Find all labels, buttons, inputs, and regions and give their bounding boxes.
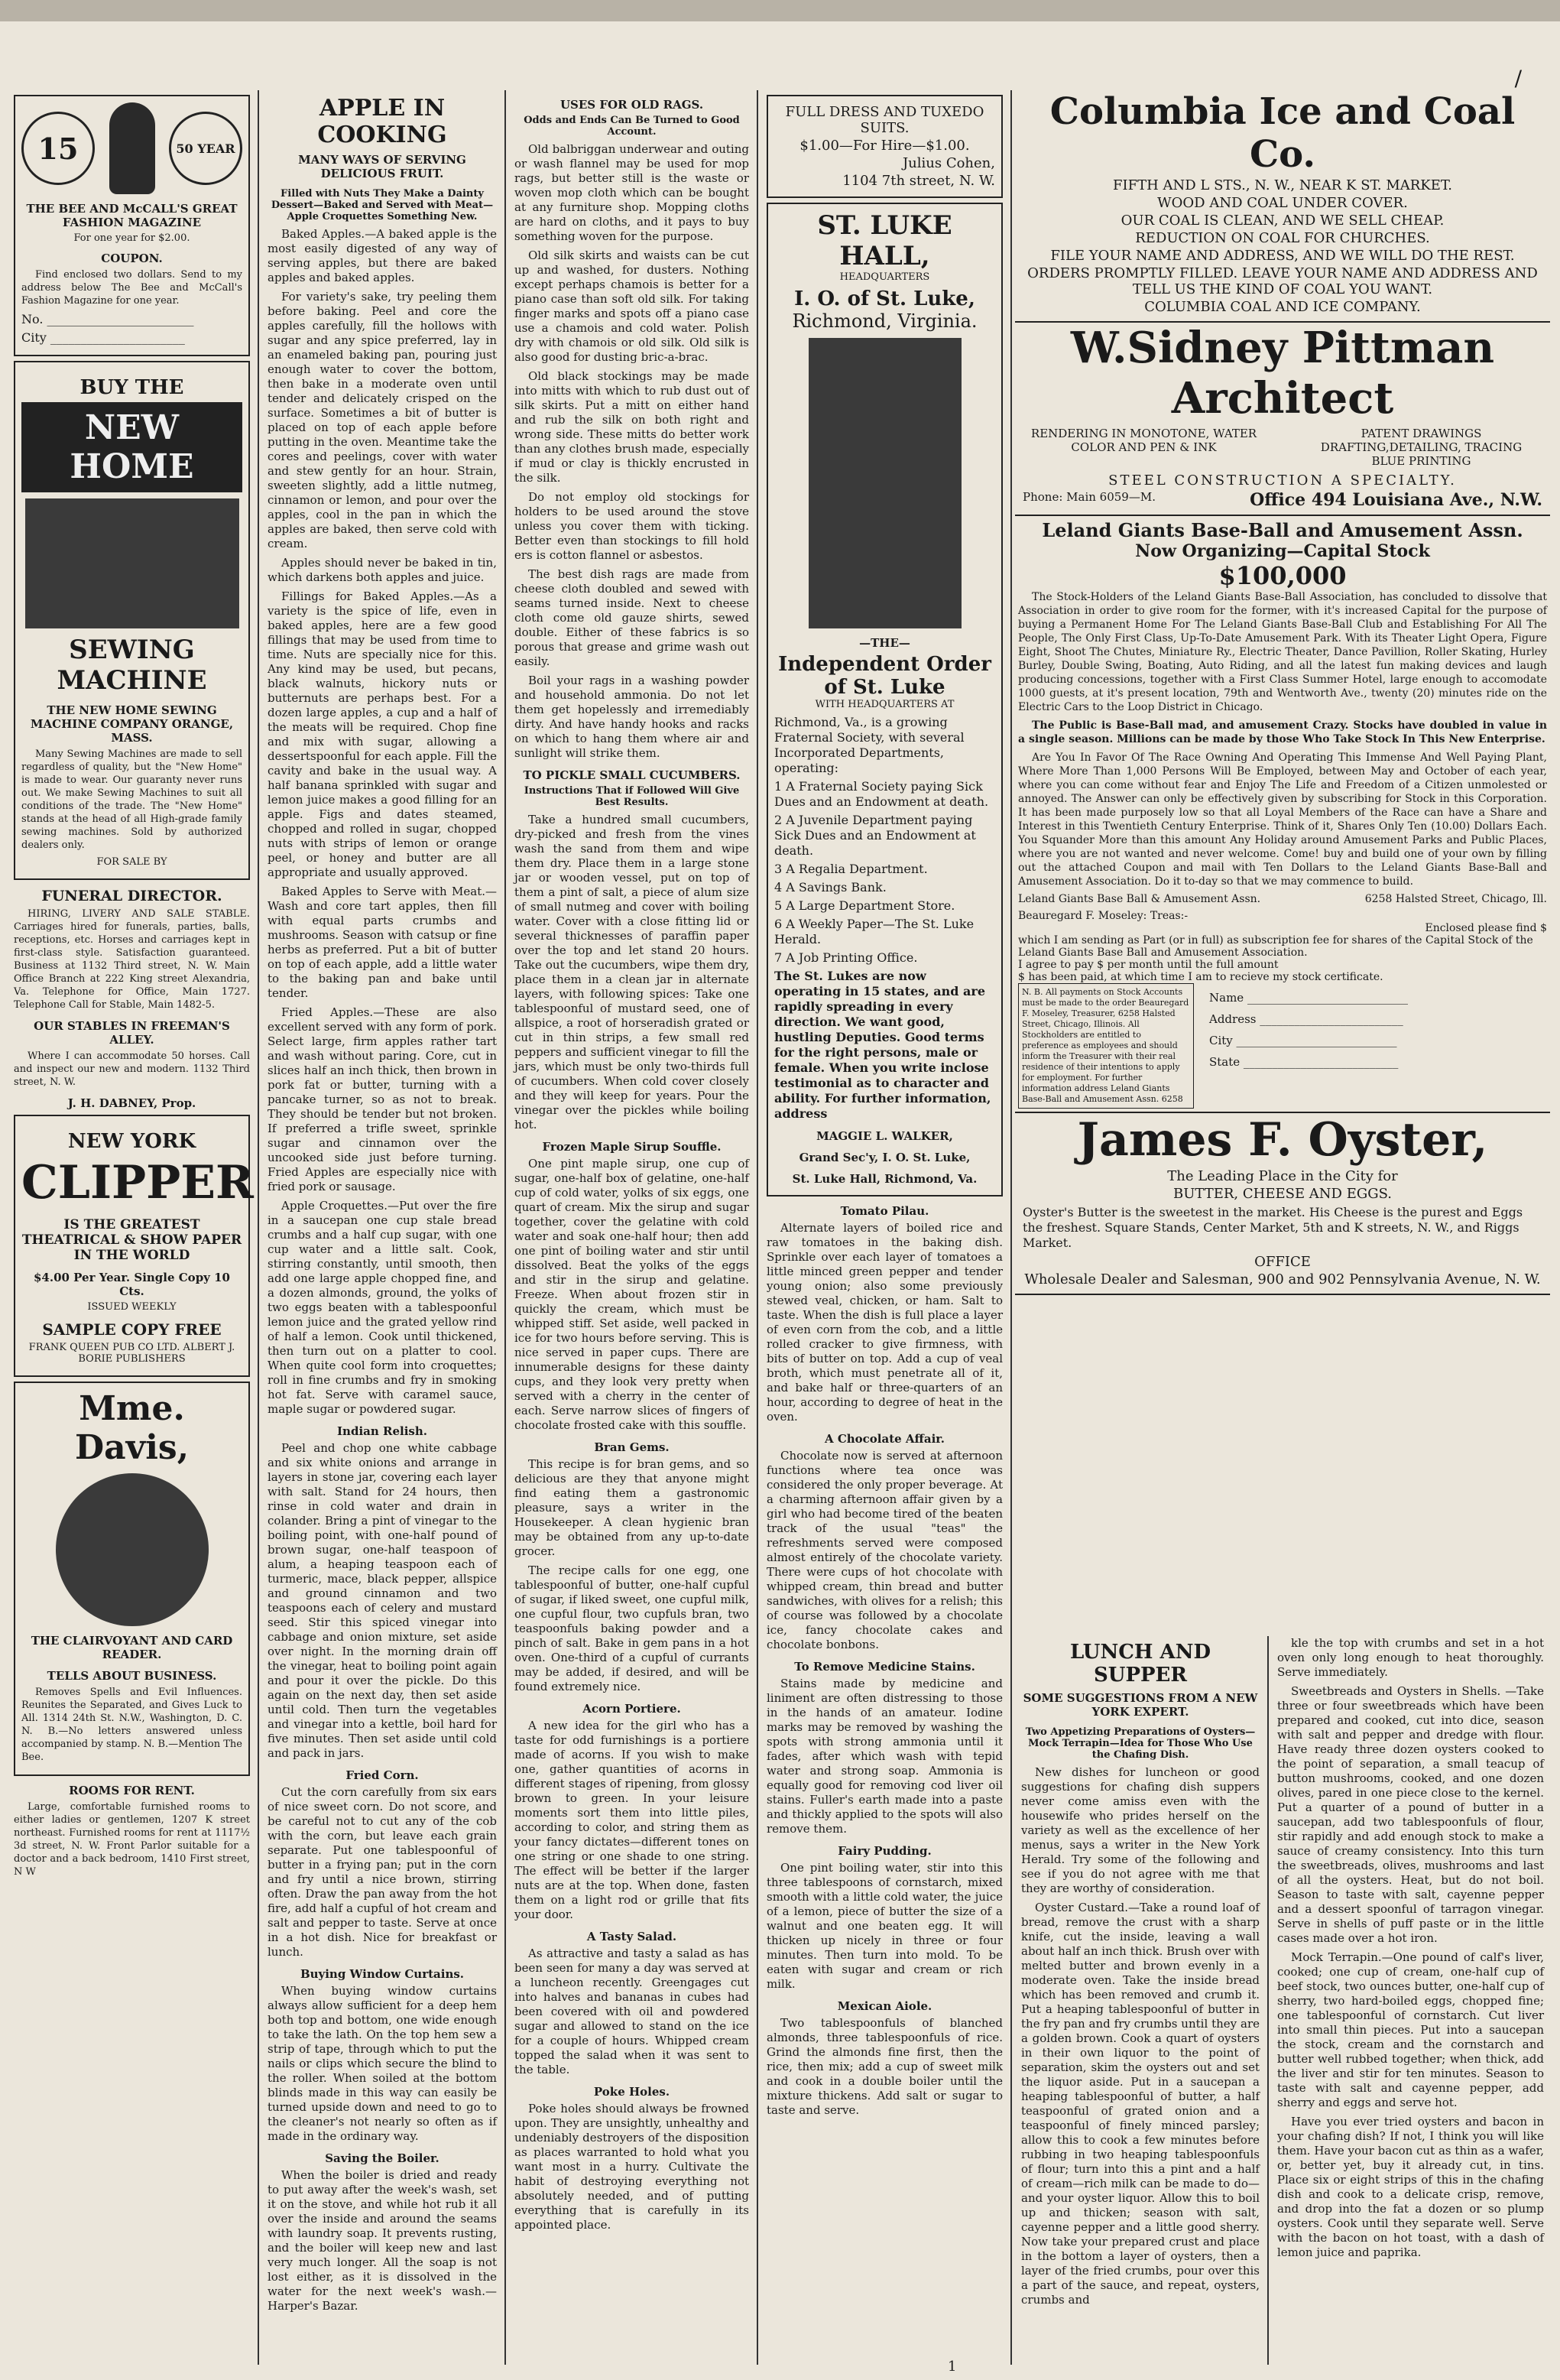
leland-para: The Public is Base-Ball mad, and amusement Crazy. Stocks have doubled in value in a single season. Millions can be made by those Who Take Stock In This New Enterprise. bbox=[1018, 719, 1547, 745]
order-title: Independent Order of St. Luke bbox=[778, 653, 991, 699]
columbia-line: REDUCTION ON COAL FOR CHURCHES. bbox=[1135, 230, 1430, 246]
davis-line2: TELLS ABOUT BUSINESS. bbox=[47, 1669, 217, 1683]
department-item: 2 A Juvenile Department paying Sick Dues and an Endowment at death. bbox=[774, 813, 976, 858]
rags-para: Do not employ old stockings for holders to be used around the stove unless you cover them with ticking. Better even than stockings to fill hold ers is cotton flannel or asbestos. bbox=[514, 490, 749, 562]
clipper-price: $4.00 Per Year. Single Copy 10 Cts. bbox=[33, 1271, 230, 1298]
funeral-title: FUNERAL DIRECTOR. bbox=[41, 888, 222, 904]
column-rule bbox=[757, 90, 758, 2365]
corn-title: Fried Corn. bbox=[345, 1768, 419, 1782]
leland-org: Now Organizing—Capital Stock bbox=[1135, 541, 1430, 561]
pittman-phone: Phone: Main 6059—M. bbox=[1023, 490, 1156, 504]
salad-body: As attractive and tasty a salad as has been seen for many a day was served at a luncheon recently. Greengages cut into halves and bananas in cubes had been covered with oil and powdered sugar and allowed to stand on the ice for a couple of hours. Whipped cream topped the salad when it was sent to the table. bbox=[514, 1947, 749, 2076]
coupon-address: 6258 Halsted Street, Chicago, Ill. bbox=[1364, 893, 1547, 905]
dress-address: 1104 7th street, N. W. bbox=[842, 173, 995, 189]
leland-amount: $100,000 bbox=[1218, 561, 1347, 590]
rooms-ad bbox=[14, 1784, 250, 1878]
department-item: 5 A Large Department Store. bbox=[774, 898, 955, 913]
coupon-treasurer: Beauregard F. Moseley: Treas:- bbox=[1018, 910, 1189, 922]
columbia-ad bbox=[1015, 90, 1550, 323]
funeral-stables-body: Where I can accommodate 50 horses. Call and inspect our new and modern. 1132 Third street, N. W. bbox=[14, 1050, 250, 1088]
mccall-coupon: COUPON. bbox=[101, 252, 163, 265]
dress-title: FULL DRESS AND TUXEDO SUITS. bbox=[785, 104, 984, 136]
dress-name: Julius Cohen, bbox=[902, 155, 995, 171]
souffle-title: Frozen Maple Sirup Souffle. bbox=[542, 1140, 722, 1154]
coupon-enclosed: Enclosed please find $ bbox=[1425, 922, 1547, 934]
aiole-title: Mexican Aiole. bbox=[837, 1999, 932, 2013]
dress-form-icon bbox=[109, 102, 155, 194]
mccall-coupon-text: Find enclosed two dollars. Send to my address below The Bee and McCall's Fashion Magazine for one year. bbox=[21, 269, 242, 307]
apple-subtitle: MANY WAYS OF SERVING DELICIOUS FRUIT. bbox=[298, 153, 466, 180]
coupon-text: which I am sending as Part (or in full) as subscription fee for shares of the Capital Stock of the Leland Giants Base Ball and Amusement Association. bbox=[1018, 934, 1533, 959]
coupon-to: Leland Giants Base Ball & Amusement Assn. bbox=[1018, 893, 1261, 905]
lunch-right-column bbox=[1271, 1636, 1550, 2365]
pittman-name: W.Sidney Pittman bbox=[1070, 323, 1495, 373]
leland-para: Are You In Favor Of The Race Owning And Operating This Immense And Well Paying Plant, Where More Than 1,000 Persons Will Be Employed, between May and October of each year, where you can come without fear and Enjoy The Life and Freedom of a Citizen unmolested or annoyed. The Answer can only be effectively given by subscribing for Stock in this Corporation. It has been made purposely low so that all Loyal Members of the Race can have a Share and Interest in this Twentieth Century Enterprise. Think of it, Shares Only Ten (10.00) Dollars Each. You Squander More than this amount Any Holiday around Amusement Parks and Public Places, where you are not wanted and never welcome. Come! buy and build one of your own by filling out the attached Coupon and mail with Ten Dollars to the Leland Giants Base-Ball and Amusement Association. Do it to-day so that we may commence to build. bbox=[1018, 752, 1547, 888]
apple-deck: Filled with Nuts They Make a Dainty Dessert—Baked and Served with Meat—Apple Croquettes Something New. bbox=[271, 188, 494, 222]
souffle-body: One pint maple sirup, one cup of sugar, one-half box of gelatine, one-half cup of cold water, yolks of six eggs, one quart of cream. Mix the sirup and sugar together, cover the gelatine with cold water and soak one-half hour; then add one pint of boiling water and stir until dissolved. Beat the yolks of the eggs and stir in the sirup and gelatine. Freeze. When about frozen stir in quickly the cream, which must be whipped stiff. Set aside, well packed in ice for two hours before serving. This is nice served in paper cups. There are innumerable designs for these dainty cups, and they look very pretty when served with a cherry in the center of each. Serve narrow slices of fingers of chocolate frosted cake with this souffle. bbox=[514, 1157, 749, 1432]
new-home-buy: BUY THE bbox=[79, 376, 184, 399]
department-item: 3 A Regalia Department. bbox=[774, 862, 928, 876]
clipper-tagline: IS THE GREATEST THEATRICAL & SHOW PAPER IN THE WORLD bbox=[21, 1217, 242, 1263]
boiler-body: When the boiler is dried and ready to put away after the week's wash, set it on the stove, and while hot rub it all over the inside and around the seams with laundry soap. It prevents rusting, and the boiler will keep new and last very much longer. All the soap is not lost either, as it is dissolved in the water for the next week's wash.—Harper's Bazar. bbox=[268, 2168, 497, 2313]
clipper-title: CLIPPER bbox=[21, 1156, 254, 1209]
apple-para: Baked Apples.—A baked apple is the most easily digested of any way of serving apples, but there are baked apples and baked apples. bbox=[268, 227, 497, 284]
apple-para: For variety's sake, try peeling them before baking. Peel and core the apples carefully, fill the hollows with sugar and any spice preferred, lay in an enameled baking pan, pouring just enough water to cover the bottom, then bake in a moderate oven until tender and delicately crisped on the surface. Sometimes a bit of butter is placed on top of each apple before putting in the oven. Meantime take the cores and peelings, cover with water and stew gently for an hour. Strain, sweeten slightly, add a little nutmeg, cinnamon or lemon, and pour over the apples, cool in the pan in which the apples are baked, then serve cold with cream. bbox=[268, 290, 497, 550]
bran-para: This recipe is for bran gems, and so delicious are they that anyone might find eating them a gastronomic pleasure, says a writer in the Housekeeper. A clean hygienic bran may be obtained from any up-to-date grocer. bbox=[514, 1457, 749, 1558]
leland-title: Leland Giants Base-Ball and Amusement Assn. bbox=[1042, 519, 1523, 541]
mccall-headline: THE BEE AND McCALL'S GREAT FASHION MAGAZINE bbox=[26, 202, 238, 229]
column-rule bbox=[1010, 90, 1012, 2365]
columbia-line: OUR COAL IS CLEAN, AND WE SELL CHEAP. bbox=[1121, 213, 1445, 229]
funeral-stables: OUR STABLES IN FREEMAN'S ALLEY. bbox=[34, 1019, 230, 1047]
lunch-deck: Two Appetizing Preparations of Oysters—Mock Terrapin—Idea for Those Who Use the Chafing Dish. bbox=[1025, 1726, 1256, 1761]
clipper-ad bbox=[14, 1115, 254, 1377]
dress-suits-ad bbox=[767, 95, 1003, 198]
oyster-goods: BUTTER, CHEESE AND EGGS. bbox=[1172, 1186, 1393, 1202]
columbia-line: FIFTH AND L STS., N. W., NEAR K ST. MARKET. bbox=[1113, 177, 1452, 193]
order-intro: Richmond, Va., is a growing Fraternal Society, with several Incorporated Departments, operating: bbox=[774, 715, 965, 775]
pittman-office: Office 494 Louisiana Ave., N.W. bbox=[1250, 490, 1542, 510]
mccall-ad bbox=[14, 95, 250, 356]
curtains-body: When buying window curtains always allow sufficient for a deep hem both top and bottom, one wide enough to take the lath. On the top hem sew a strip of tape, through which to put the nails or clips which secure the blind to the roller. When soiled at the bottom blinds made in this way can easily be turned upside down and need to go to the cleaner's not nearly so often as if made in the ordinary way. bbox=[268, 1984, 497, 2143]
pittman-title: Architect bbox=[1171, 373, 1394, 424]
coupon-paid: $ has been paid, at which time I am to recieve my stock certificate. bbox=[1018, 971, 1383, 983]
rags-para: Old balbriggan underwear and outing or wash flannel may be used for mop rags, but better still is the waste or woven mop cloth which can be bought at any furniture shop. Mopping cloths are hard on cloths, and it pays to buy something woven for the purpose. bbox=[514, 142, 749, 243]
rooms-body: Large, comfortable furnished rooms to either ladies or gentlemen, 1207 K street northeast. Furnished rooms for rent at 1117½ 3d street, N. W. Front Parlor suitable for a doctor and a back bedroom, 1410 First street, N W bbox=[14, 1801, 250, 1878]
pittman-right: PATENT DRAWINGS DRAFTING,DETAILING, TRACING BLUE PRINTING bbox=[1320, 427, 1523, 468]
walker-name: MAGGIE L. WALKER, bbox=[816, 1129, 953, 1143]
lunch-subtitle: SOME SUGGESTIONS FROM A NEW YORK EXPERT. bbox=[1023, 1691, 1258, 1719]
pickle-para: Take a hundred small cucumbers, dry-picked and fresh from the vines wash the sand from them and wipe them dry. Place them in a large stone jar or wooden vessel, put on top of them a pint of salt, a piece of alum size of small nutmeg and cover with boiling water. Cover with a close fitting lid or several thicknesses of paraffin paper over the top and let stand 20 hours. Take out the cucumbers, wipe them dry, place them in a clean jar in alternate layers, with following spices: Take one tablespoonful of mustard seed, one of allspice, a root of horseradish grated or cut in thin strips, a few small red peppers and sufficient vinegar to fill the jars, which must be only two-thirds full of cucumbers. When cold cover closely and they will keep for years. Pour the vinegar over the pickles while boiling hot. bbox=[514, 813, 749, 1132]
funeral-body: HIRING, LIVERY AND SALE STABLE. Carriages hired for funerals, parties, balls, receptions, etc. Horses and carriages kept in first-class style. Satisfaction guaranteed. Business at 1132 Third street, N. W. Main Office Branch at 222 King street Alexandria, Va. Telephone for Office, Main 1727. Telephone Call for Stable, Main 1482-5. bbox=[14, 908, 250, 1011]
oyster-body: Oyster's Butter is the sweetest in the market. His Cheese is the purest and Eggs the freshest. Square Stands, Center Market, 5th and K streets, N. W., and Riggs Market. bbox=[1023, 1205, 1523, 1250]
new-home-ad bbox=[14, 361, 250, 880]
poke-body: Poke holes should always be frowned upon. They are unsightly, unhealthy and undeniably destroyers of the disposition as places warranted to hold what you want most in a hurry. Cultivate the habit of destroying everything not absolutely needed, and of putting everything that is carefully in its appointed place. bbox=[514, 2102, 749, 2232]
columbia-line: COLUMBIA COAL AND ICE COMPANY. bbox=[1144, 299, 1421, 315]
dress-price: $1.00—For Hire—$1.00. bbox=[799, 138, 970, 154]
oyster-ad bbox=[1015, 1113, 1550, 1295]
coupon-name-field[interactable]: Name ____________________________ bbox=[1209, 991, 1408, 1005]
new-home-brand: NEW HOME bbox=[21, 402, 242, 492]
mccall-no-field[interactable]: No. ________________________ bbox=[21, 312, 194, 326]
davis-body: Removes Spells and Evil Influences. Reunites the Separated, and Gives Luck to All. 1314 24th St. N.W., Washington, D. C. N. B.—No letters answered unless accompanied by stamp. N. B.—Mention The Bee. bbox=[21, 1687, 242, 1763]
luke-the: —THE— bbox=[859, 636, 910, 650]
clipper-publisher: FRANK QUEEN PUB CO LTD. ALBERT J. BORIE PUBLISHERS bbox=[28, 1342, 235, 1365]
mccall-city-field[interactable]: City ______________________ bbox=[21, 330, 185, 345]
apple-para: Baked Apples to Serve with Meat.—Wash and core tart apples, then fill with equal parts crumbs and mushrooms. Season with catsup or fine herbs as preferred. Put a bit of butter on top of each apple, add a little water to the baking pan and bake until tender. bbox=[268, 885, 497, 1000]
coupon-state-field[interactable]: State ___________________________ bbox=[1209, 1055, 1399, 1069]
columbia-title: Columbia Ice and Coal Co. bbox=[1049, 90, 1516, 176]
mccall-badge: 15 bbox=[21, 112, 95, 185]
luke-hq: HEADQUARTERS bbox=[839, 271, 930, 283]
coupon-city-field[interactable]: City ____________________________ bbox=[1209, 1034, 1397, 1047]
clipper-new-york: NEW YORK bbox=[67, 1130, 196, 1153]
oyster-address: Wholesale Dealer and Salesman, 900 and 902 Pennsylvania Avenue, N. W. bbox=[1024, 1271, 1541, 1287]
funeral-name: J. H. DABNEY, Prop. bbox=[67, 1096, 196, 1110]
lunch-para: Sweetbreads and Oysters in Shells. —Take three or four sweetbreads which have been prepared and cooked, cut into dice, season with salt and pepper and dredge with flour. Have ready three dozen oysters cooked to the point of separation, a small teacup of button mushrooms, cooked, and one dozen olives, pared in one piece close to the kernel. Put a quarter of a pound of butter in a saucepan, add two tablespoonfuls of flour, stir rapidly and add enough stock to make a sauce of creamy consistency. Into this turn the sweetbreads, olives, mushrooms and last of all the oysters. Heat, but do not boil. Season to taste with salt, cayenne pepper and a dessert spoonful of tarragon vinegar. Serve in shells of puff paste or in the little cases made over a hot iron. bbox=[1277, 1684, 1544, 1945]
page-top-edge bbox=[0, 0, 1560, 21]
lunch-para: New dishes for luncheon or good suggestions for chafing dish suppers never come amiss even with the housewife who prides herself on the variety as well as the excellence of her menus, says a writer in the New York Herald. Try some of the following and see if you do not agree with me that they are worthy of consideration. bbox=[1021, 1765, 1260, 1895]
relish-body: Peel and chop one white cabbage and six white onions and arrange in layers in stone jar, covering each layer with salt. Stand for 24 hours, then rinse in cold water and drain in colander. Bring a pint of vinegar to the boiling point, with one-half pound of brown sugar, one-half teaspoon of alum, a heaping teaspoon each of turmeric, mace, black pepper, allspice and ground cinnamon and two teaspoons each of celery and mustard seed. Stir this spiced vinegar into cabbage and onion mixture, set aside over night. In the morning drain off the vinegar, heat to boiling point again and pour it over the pickle. Do this again on the next day, then set aside until cold. Then turn the vegetables and vinegar into a kettle, boil hard for five minutes. Then set aside until cold and pack in jars. bbox=[268, 1441, 497, 1760]
apple-para: Fillings for Baked Apples.—As a variety is the spice of life, even in baked apples, here are a few good fillings that may be used from time to time. Nuts are specially nice for this. Any kind may be used, but pecans, black walnuts, hickory nuts or butternuts are perhaps best. For a dozen large apples, a cup and a half of the meats will be required. Chop fine and mix with sugar, allowing a dessertspoonful for each apple. Fill the cavity and bake in the usual way. A half banana sprinkled with sugar and lemon juice makes a good filling for an apple. Figs and dates steamed, chopped and rolled in sugar, chopped nuts with strips of lemon or orange peel, or honey and butter are all appropriate and usually approved. bbox=[268, 589, 497, 879]
lunch-title: LUNCH AND SUPPER bbox=[1069, 1641, 1211, 1687]
walker-address: St. Luke Hall, Richmond, Va. bbox=[792, 1172, 978, 1186]
aiole-body: Two tablespoonfuls of blanched almonds, three tablespoonfuls of rice. Grind the almonds fine first, then the rice, then mix; add a cup of sweet milk and cook in a double boiler until the mixture thickens. Add salt or sugar to taste and serve. bbox=[767, 2016, 1003, 2117]
rags-para: Old silk skirts and waists can be cut up and washed, for dusters. Nothing except perhaps chamois is better for a piano case than soft old silk. For taking finger marks and spots off a piano case use a chamois and cold water. Polish dry with chamois or old silk. Old silk is also good for dusting bric-a-brac. bbox=[514, 248, 749, 364]
leland-para: The Stock-Holders of the Leland Giants Base-Ball Association, has concluded to dissolve that Association in order to give room for the former, with it's increased Capital for the purpose of buying a Permanent Home For The Leland Giants Base-Ball Club and Establishing For All The People, The Only First Class, Up-To-Date Amusement Park. With its Theater Light Opera, Figure Eight, Shoot The Chutes, Miniature Ry., Electric Theater, Dance Pavillion, Roller Skating, Hurley Burley, Double Swing, Boating, Auto Riding, and all the latest fun making devices and laugh producing concessions, together with a First Class Summer Hotel, large enough to accomodate 1000 guests, at it's present location, 79th and Wentworth Ave., twenty (20) minutes ride on the Electric Cars to the Loop District in Chicago. bbox=[1018, 591, 1547, 713]
column-4 bbox=[761, 90, 1009, 2365]
new-home-body: Many Sewing Machines are made to sell regardless of quality, but the "New Home" is made to wear. Our guaranty never runs out. We make Sewing Machines to suit all conditions of the trade. The "New Home" stands at the head of all High-grade family sewing machines. Sold by authorized dealers only. bbox=[21, 748, 242, 851]
stains-body: Stains made by medicine and liniment are often distressing to those in the hands of an amateur. Iodine marks may be removed by washing the spots with strong ammonia until it fades, after which wash with tepid water and strong soap. Ammonia is equally good for removing cod liver oil stains. Fuller's earth made into a paste and thickly applied to the spots will also remove them. bbox=[767, 1677, 1003, 1836]
st-luke-ad bbox=[767, 203, 1003, 1196]
new-home-footer: FOR SALE BY bbox=[96, 856, 167, 868]
funeral-ad bbox=[14, 888, 250, 1110]
mccall-offer: For one year for $2.00. bbox=[73, 232, 190, 244]
sewing-machine-illustration bbox=[25, 498, 239, 628]
rags-para: Boil your rags in a washing powder and household ammonia. Do not let them get hopelessly and irremediably dirty. And have handy hooks and racks on which to hang them where air and sunlight will strike them. bbox=[514, 674, 749, 760]
column-rule bbox=[1267, 1636, 1269, 2365]
luke-city: Richmond, Virginia. bbox=[792, 310, 978, 332]
clipper-sample: SAMPLE COPY FREE bbox=[42, 1320, 222, 1339]
stains-title: To Remove Medicine Stains. bbox=[794, 1660, 975, 1674]
clipper-weekly: ISSUED WEEKLY bbox=[87, 1301, 177, 1313]
corner-mark: / bbox=[1514, 66, 1522, 91]
pittman-specialty: STEEL CONSTRUCTION A SPECIALTY. bbox=[1108, 472, 1457, 489]
lunch-para: Have you ever tried oysters and bacon in your chafing dish? If not, I think you will like them. Have your bacon cut as thin as a wafer, or, better yet, buy it already cut, in tins. Place six or eight strips of this in the chafing dish and cook to a delicate crisp, remove, and drop into the fat a dozen or so plump oysters. Cook until they separate well. Serve with the bacon on hot toast, with a dash of lemon juice and paprika. bbox=[1277, 2115, 1544, 2259]
column-rule bbox=[504, 90, 506, 2365]
pittman-ad bbox=[1015, 323, 1550, 516]
chocolate-title: A Chocolate Affair. bbox=[824, 1432, 945, 1446]
boiler-title: Saving the Boiler. bbox=[325, 2151, 439, 2165]
pickle-title: TO PICKLE SMALL CUCUMBERS. bbox=[523, 768, 741, 782]
pittman-left: RENDERING IN MONOTONE, WATER COLOR AND PEN & INK bbox=[1030, 427, 1257, 454]
apple-headline: APPLE IN COOKING bbox=[317, 95, 447, 148]
apple-para: Fried Apples.—These are also excellent served with any form of pork. Select large, firm apples rather tart and wash without paring. Core, cut in slices half an inch thick, then brown in pork fat or butter, turning with a pancake turner, so as not to break. They should be tender but not broken. If preferred a trifle sweet, sprinkle sugar and cinnamon over the uncooked side just before turning. Fried Apples are especially nice with fried pork or sausage. bbox=[268, 1005, 497, 1193]
salad-title: A Tasty Salad. bbox=[586, 1930, 677, 1943]
rags-para: The best dish rags are made from cheese cloth doubled and sewed with seams turned inside. Next to cheese cloth come old gauze shirts, sewed double. Either of these fabrics is so porous that grease and grime wash out easily. bbox=[514, 567, 749, 668]
column-2 bbox=[261, 90, 503, 2365]
acorn-body: A new idea for the girl who has a taste for odd furnishings is a portiere made of acorns. If you wish to make one, gather quantities of acorns in different stages of ripening, from glossy brown to green. In your leisure moments sort them into little piles, according to color, and string them as your fancy dictates—different tones on one string or one shade to one string. The effect will be better if the larger nuts are at the top. When done, fasten them on a light rod or grille that fits your door. bbox=[514, 1719, 749, 1921]
rooms-title: ROOMS FOR RENT. bbox=[69, 1784, 195, 1797]
luke-org: I. O. of St. Luke, bbox=[794, 287, 975, 310]
new-home-company: THE NEW HOME SEWING MACHINE COMPANY ORANGE, MASS. bbox=[30, 703, 234, 745]
portrait-illustration bbox=[56, 1473, 209, 1626]
apple-para: Apples should never be baked in tin, which darkens both apples and juice. bbox=[268, 556, 497, 584]
bran-para: The recipe calls for one egg, one tablespoonful of butter, one-half cupful of sugar, if liked sweet, one cupful milk, one cupful flour, two cupfuls bran, two teaspoonfuls baking powder and a pinch of salt. Bake in gem pans in a hot oven. One-third of a cupful of currants may be added, if desired, and will be found extremely nice. bbox=[514, 1563, 749, 1693]
order-subtitle: WITH HEADQUARTERS AT bbox=[815, 699, 955, 710]
chocolate-body: Chocolate now is served at afternoon functions where tea once was considered the only proper beverage. At a charming afternoon affair given by a girl who had become tired of the beaten track of the usual "teas" the refreshments served were composed almost entirely of the chocolate variety. There were cups of hot chocolate with whipped cream, thin bread and butter sandwiches, with olives for a relish; this of course was followed by a chocolate ice, fancy chocolate cakes and chocolate bonbons. bbox=[767, 1449, 1003, 1651]
department-item: 6 A Weekly Paper—The St. Luke Herald. bbox=[774, 917, 975, 946]
rags-para: Old black stockings may be made into mitts with which to rub dust out of silk skirts. Put a mitt on either hand and rub the silk on both right and wrong side. These mitts do better work than any clothes brush made, especially if mud or clay is thickly encrusted in the silk. bbox=[514, 369, 749, 485]
lunch-para: Oyster Custard.—Take a round loaf of bread, remove the crust with a sharp knife, cut the inside, leaving a wall about half an inch thick. Brush over with melted butter and brown evenly in a moderate oven. Take the inside bread which has been removed and crumb it. Put a heaping tablespoonful of butter in the fry pan and fry crumbs until they are a golden brown. Cook a quart of oysters in their own liquor to the point of separation, skim the oysters out and set the liquor aside. Put in a saucepan a heaping tablespoonful of butter, a half teaspoonful of grated onion and a teaspoonful of finely minced parsley; allow this to cook a few minutes before rubbing in two heaping tablespoonfuls of flour; turn into this a pint and a half of cream—rich milk can be made to do—and your oyster liquor. Allow this to boil up and thicken; season with salt, cayenne pepper and a little good sherry. Now take your prepared crust and place in the bottom a layer of oysters, then a layer of the fried crumbs, pour over this a part of the sauce, and repeat, oysters, crumbs and bbox=[1021, 1901, 1260, 2307]
luke-hall-title: ST. LUKE HALL, bbox=[817, 210, 952, 271]
department-item: 1 A Fraternal Society paying Sick Dues and an Endowment at death. bbox=[774, 779, 989, 809]
fairy-body: One pint boiling water, stir into this three tablespoons of cornstarch, mixed smooth with a little cold water, the juice of a lemon, piece of butter the size of a walnut and one beaten egg. It will thicken up nicely in three or four minutes. Then turn into mold. To be eaten with sugar and cream or rich milk. bbox=[767, 1861, 1003, 1991]
order-body: The St. Lukes are now operating in 15 states, and are rapidly spreading in every direction. We want good, hustling Deputies. Good terms for the right persons, male or female. When you write inclose testimonial as to character and ability. For further information, address bbox=[774, 969, 991, 1121]
oyster-lead: The Leading Place in the City for bbox=[1167, 1168, 1398, 1184]
apple-para: Apple Croquettes.—Put over the fire in a saucepan one cup stale bread crumbs and a half cup sugar, with one cup water and a little salt. Cook, stirring constantly, until smooth, then add one large apple chopped fine, and a dozen almonds, ground, the yolks of two eggs beaten with a tablespoonful lemon juice and the grated yellow rind of half a lemon. Cook until thickened, then turn out on a platter to cool. When quite cool form into croquettes; roll in fine crumbs and fry in smoking hot fat. Serve with caramel sauce, maple sugar or powdered sugar. bbox=[268, 1199, 497, 1416]
columbia-line: FILE YOUR NAME AND ADDRESS, AND WE WILL DO THE REST. bbox=[1050, 248, 1515, 264]
coupon-address-field[interactable]: Address _________________________ bbox=[1209, 1012, 1403, 1026]
footer-mark: 1 bbox=[948, 2359, 957, 2375]
poke-title: Poke Holes. bbox=[593, 2085, 670, 2099]
lunch-left-column bbox=[1015, 1636, 1266, 2365]
davis-title: Mme. Davis, bbox=[74, 1389, 190, 1467]
walker-title: Grand Sec'y, I. O. St. Luke, bbox=[799, 1151, 971, 1164]
oyster-office: OFFICE bbox=[1254, 1254, 1311, 1270]
column-1 bbox=[8, 90, 256, 2365]
columbia-line: ORDERS PROMPTLY FILLED. LEAVE YOUR NAME AND ADDRESS AND TELL US THE KIND OF COAL YOU WANT. bbox=[1027, 265, 1538, 297]
coupon-agree: I agree to pay $ per month until the full amount bbox=[1018, 959, 1279, 971]
fairy-title: Fairy Pudding. bbox=[838, 1844, 932, 1858]
davis-ad bbox=[14, 1382, 250, 1776]
column-5 bbox=[1015, 90, 1550, 1295]
year-badge: 50 YEAR bbox=[169, 112, 242, 185]
pickle-subtitle: Instructions That if Followed Will Give Best Results. bbox=[524, 785, 740, 808]
relish-title: Indian Relish. bbox=[337, 1424, 427, 1438]
rags-subtitle: Odds and Ends Can Be Turned to Good Account. bbox=[524, 115, 740, 138]
lunch-para: Mock Terrapin.—One pound of calf's liver, cooked; one cup of cream, one-half cup of beef stock, two ounces butter, one-half cup of sherry, two hard-boiled eggs, chopped fine; one tablespoonful of cornstarch. Cut liver into small thin pieces. Put into a saucepan the stock, cream and the cornstarch and butter well rubbed together; when thick, add the liver and stir for ten minutes. Season to taste with salt and cayenne pepper, add sherry and eggs and serve hot. bbox=[1277, 1950, 1544, 2109]
rags-title: USES FOR OLD RAGS. bbox=[559, 98, 704, 112]
department-item: 4 A Savings Bank. bbox=[774, 880, 887, 895]
column-3 bbox=[508, 90, 755, 2365]
tomato-title: Tomato Pilau. bbox=[840, 1204, 929, 1218]
new-home-machine: SEWING MACHINE bbox=[57, 635, 207, 696]
davis-line1: THE CLAIRVOYANT AND CARD READER. bbox=[31, 1634, 233, 1661]
corn-body: Cut the corn carefully from six ears of nice sweet corn. Do not score, and be careful not to cut any of the cob with the corn, but leave each grain separate. Put one tablespoonful of butter in a frying pan; put in the corn and fry until a nice brown, stirring often. Draw the pan away from the hot fire, add half a cupful of hot cream and salt and pepper to taste. Serve at once in a hot dish. Nice for breakfast or lunch. bbox=[268, 1785, 497, 1959]
tomato-body: Alternate layers of boiled rice and raw tomatoes in the baking dish. Sprinkle over each layer of tomatoes a little minced green pepper and tender young onion; also some previously stewed veal, chicken, or ham. Salt to taste. When the dish is full place a layer of even corn from the cob, and a little rolled cracker to give firmness, with bits of butter on top. Add a cup of veal broth, which must penetrate all of it, and bake half or three-quarters of an hour, according to degree of heat in the oven. bbox=[767, 1221, 1003, 1424]
curtains-title: Buying Window Curtains. bbox=[300, 1967, 465, 1981]
columbia-line: WOOD AND COAL UNDER COVER. bbox=[1157, 195, 1408, 211]
acorn-title: Acorn Portiere. bbox=[582, 1702, 681, 1716]
coupon-note: N. B. All payments on Stock Accounts must be made to the order Beauregard F. Moseley, Treasurer, 6258 Halsted Street, Chicago, Illinois. All Stockholders are entitled to preference as employees and should inform the Treasurer with their real residence of their intentions to apply for employment. For further information address Leland Giants Base-Ball and Amusement Assn. 6258 bbox=[1018, 983, 1194, 1109]
lunch-para: kle the top with crumbs and set in a hot oven only long enough to heat thoroughly. Serve immediately. bbox=[1277, 1636, 1544, 1679]
department-item: 7 A Job Printing Office. bbox=[774, 950, 918, 965]
leland-ad bbox=[1015, 516, 1550, 1113]
bran-title: Bran Gems. bbox=[594, 1440, 670, 1454]
building-illustration bbox=[809, 338, 962, 628]
column-rule bbox=[258, 90, 259, 2365]
oyster-title: James F. Oyster, bbox=[1077, 1113, 1488, 1167]
